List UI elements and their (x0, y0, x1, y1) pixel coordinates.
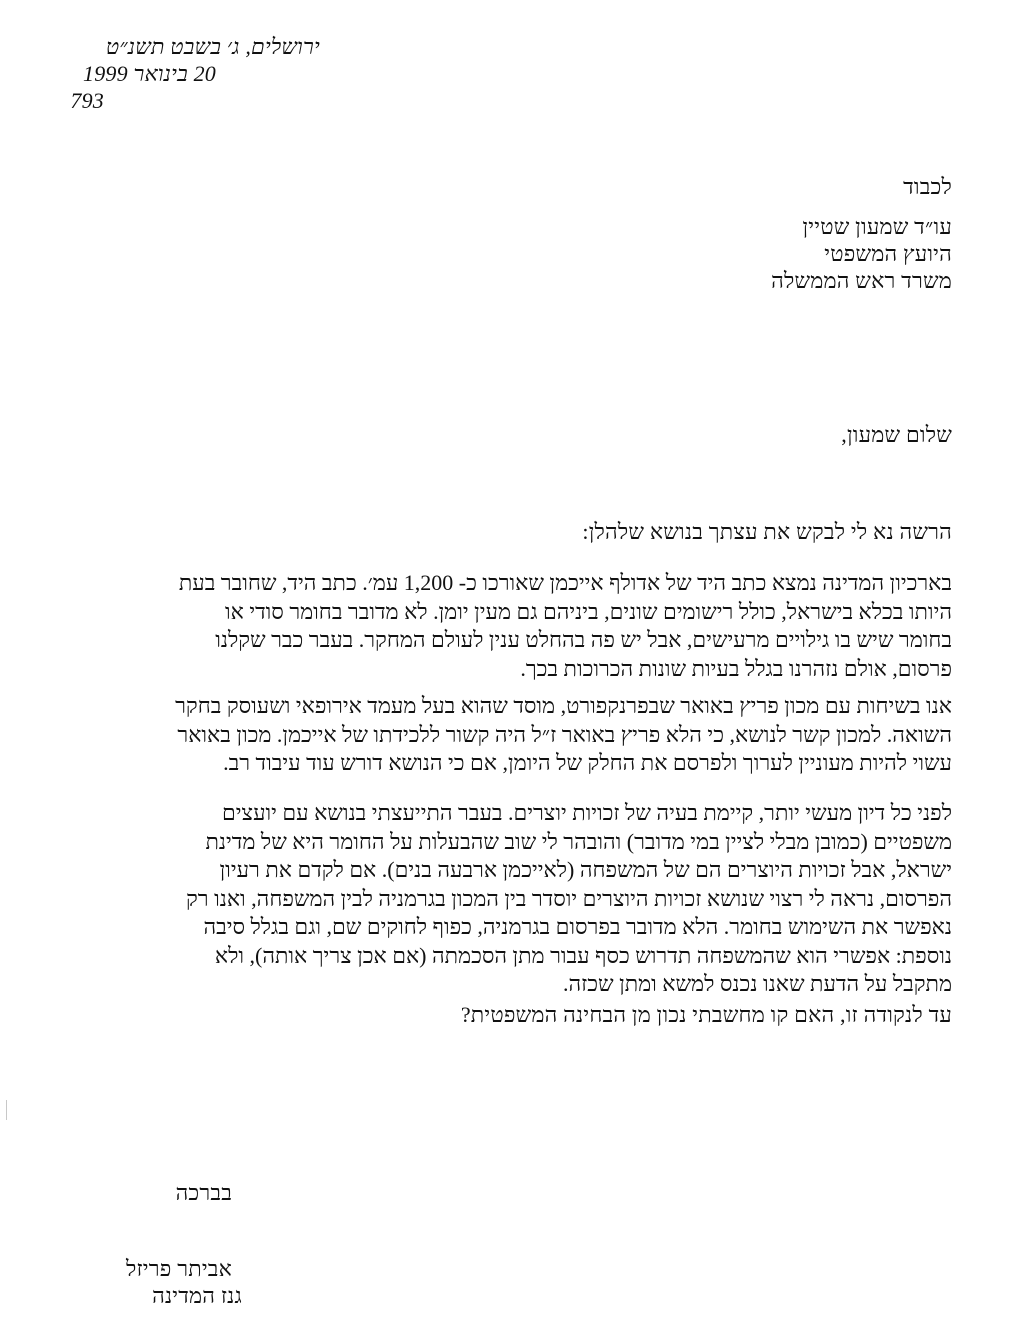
paragraph-3-line: לפני כל דיון מעשי יותר, קיימת בעיה של זכויות יוצרים. בעבר התייעצתי בנושא עם יועצים (222, 800, 952, 825)
recipient-name: עו״ד שמעון שטיין (802, 214, 952, 239)
paragraph-2-line: השואה. למכון קשר לנושא, כי הלא פריץ באואר ז״ל היה קשור ללכידתו של אייכמן. מכון באואר (177, 721, 952, 747)
paragraph-1-line: בארכיון המדינה נמצא כתב היד של אדולף אייכמן שאורכו כ- 1,200 עמ׳. כתב היד, שחובר בעת (178, 570, 952, 595)
paragraph-3-line: מתקבל על הדעת שאנו נכנס למשא ומתן שכזה. (562, 971, 952, 996)
date-gregorian: 20 בינואר 1999 (83, 61, 216, 86)
paragraph-2-line: אנו בשיחות עם מכון פריץ באואר שבפרנקפורט, מוסד שהוא בעל מעמד אירופאי ושעוסק בחקר (175, 693, 952, 718)
scan-edge-mark (6, 1100, 7, 1120)
recipient-salutation: לכבוד (903, 174, 952, 199)
greeting: שלום שמעון, (841, 422, 952, 447)
paragraph-2 (72, 692, 952, 778)
paragraph-3-line: ישראל, אבל זכויות היוצרים הם של המשפחה (לאייכמן ארבעה בנים). אם לקדם את רעיון (219, 857, 952, 882)
recipient-office: משרד ראש הממשלה (771, 268, 952, 293)
reference-number: 793 (70, 88, 104, 113)
paragraph-3-line: נאפשר את השימוש בחומר. הלא מדובר בפרסום בגרמניה, כפוף לחוקים שם, וגם בגלל סיבה (203, 914, 952, 939)
sender-title: גנז המדינה (152, 1283, 242, 1308)
intro-line: הרשה נא לי לבקש את עצתך בנושא שלהלן: (582, 519, 952, 544)
paragraph-3-line: נוספת: אפשרי הוא שהמשפחה תדרוש כסף עבור מתן הסכמתה (אם אכן צריך אותה), ולא (214, 942, 952, 968)
sender-name: אביתר פריזל (125, 1256, 232, 1281)
paragraph-3-line: הפרסום, נראה לי רצוי שנושא זכויות היוצרים יוסדר בין המכון בגרמניה לבין המשפחה, ואנו רק (185, 885, 952, 911)
paragraph-3 (72, 799, 952, 999)
recipient-title: היועץ המשפטי (824, 241, 952, 266)
place-date-hebrew: ירושלים, ג׳ בשבט תשנ״ט (105, 34, 320, 59)
paragraph-3-line: משפטיים (כמובן מבלי לציין במי מדובר) והובהר לי שוב שהבעלות על החומר היא של מדינת (205, 828, 952, 854)
paragraph-1 (72, 569, 952, 683)
paragraph-1-line: פרסום, אולם נזהרנו בגלל בעיות שונות הכרוכות בכך. (520, 655, 952, 681)
sign-off: בברכה (175, 1180, 232, 1205)
paragraph-2-line: עשוי להיות מעוניין לערוך ולפרסם את החלק של היומן, אם כי הנושא דורש עוד עיבוד רב. (223, 750, 952, 775)
paragraph-1-line: בחומר שיש בו גילויים מרעישים, אבל יש פה בהחלט ענין לעולם המחקר. בעבר כבר שקלנו (215, 627, 952, 652)
closing-question: עד לנקודה זו, האם קו מחשבתי נכון מן הבחינה המשפטית? (460, 1002, 952, 1027)
paragraph-1-line: היותו בכלא בישראל, כולל רישומים שונים, ביניהם גם מעין יומן. לא מדובר בחומר סודי או (225, 598, 952, 624)
